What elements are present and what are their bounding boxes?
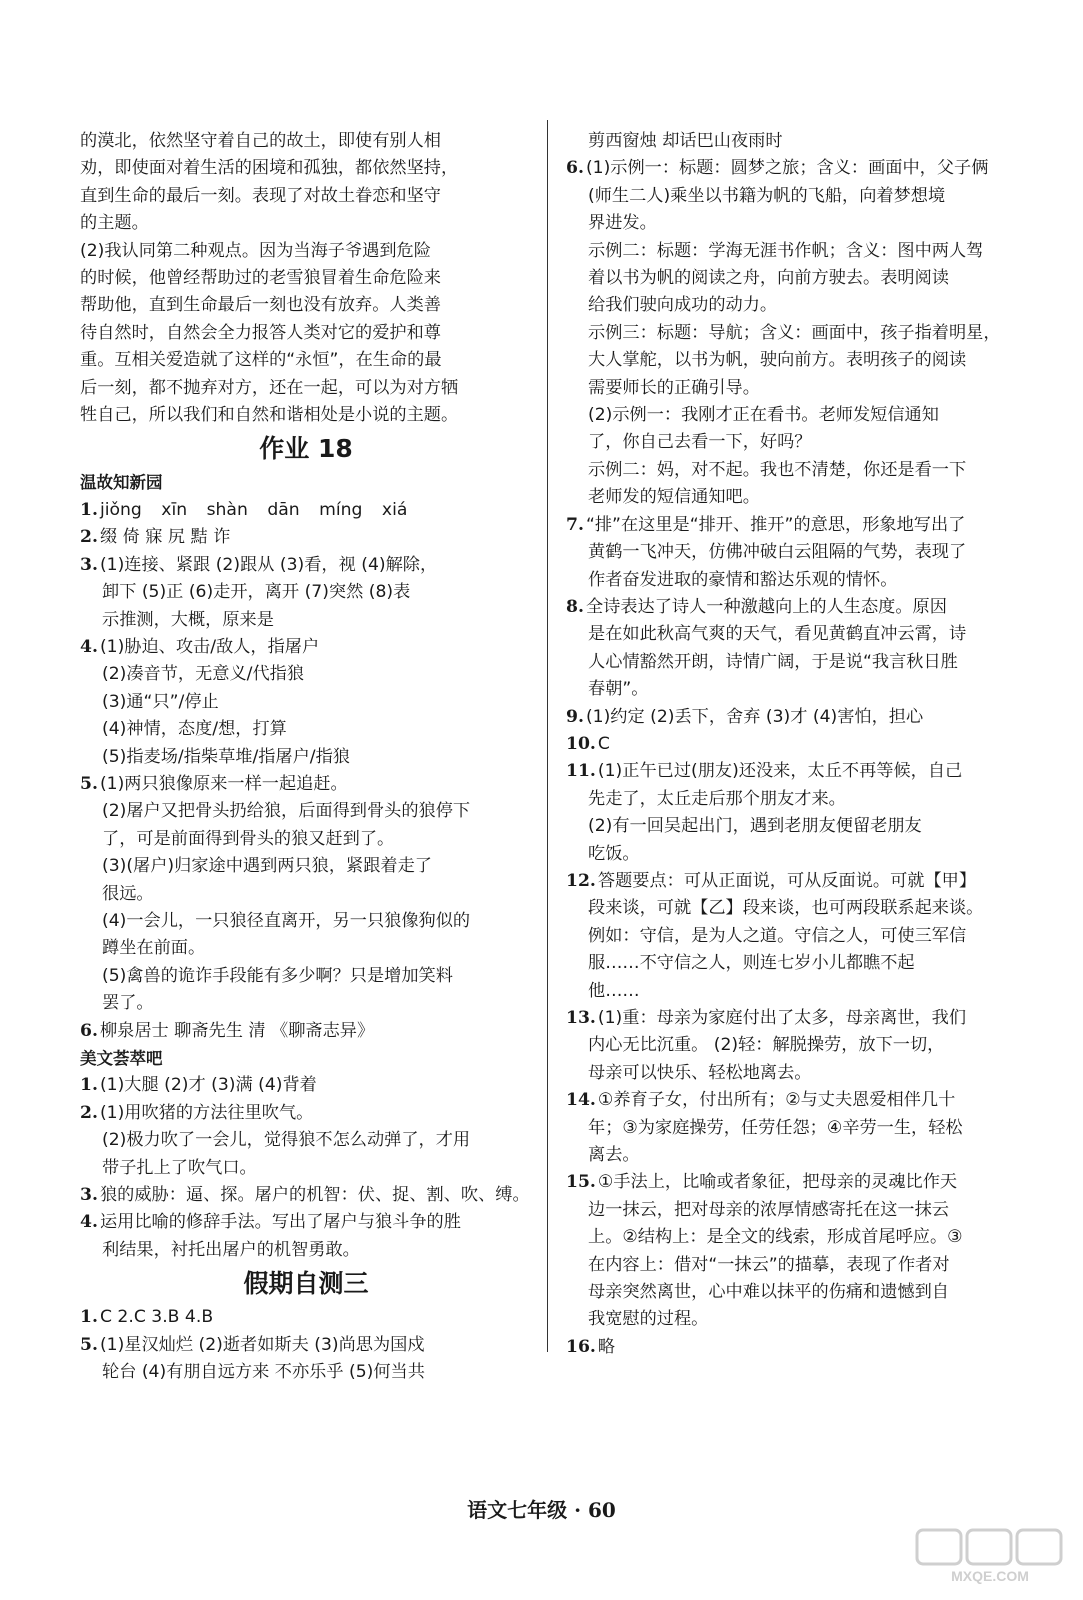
question-number: 13. — [566, 1008, 596, 1028]
answer-line — [80, 552, 532, 579]
answer-line — [566, 950, 1014, 977]
answer-line — [80, 292, 532, 319]
answer-line — [80, 744, 532, 771]
answer-text: (1)大腿 (2)才 (3)满 (4)背着 — [99, 1075, 317, 1096]
answer-text: (2)屠户又把骨头扔给狼，后面得到骨头的狼停下 — [102, 801, 471, 822]
answer-line — [80, 853, 532, 880]
answer-text: 服……不守信之人，则连七岁小儿都瞧不起 — [588, 953, 915, 974]
answer-line — [566, 567, 1014, 594]
answer-text: (2)我认同第二种观点。因为当海子爷遇到危险 — [80, 240, 431, 261]
answer-text: (1)正午已过(朋友)还没来，太丘不再等候，自己 — [597, 761, 963, 782]
question-number: 10. — [566, 733, 596, 754]
answer-line — [80, 771, 532, 798]
answer-text: 狼的威胁：逼、探。屠户的机智：伏、捉、割、吹、缚。 — [99, 1185, 530, 1206]
answer-line — [566, 1142, 1014, 1169]
answer-text: (1)星汉灿烂 (2)逝者如斯夫 (3)尚思为国戍 — [99, 1334, 425, 1355]
question-number: 5. — [80, 1334, 98, 1355]
answer-line — [566, 1334, 1014, 1361]
answer-line — [80, 798, 532, 825]
answer-line — [566, 347, 1014, 374]
answer-text: (5)指麦场/指柴草堆/指屠户/指狼 — [102, 746, 350, 767]
right-column — [566, 128, 1014, 1361]
answer-text: 例如：守信，是为人之道。守信之人，可使三军信 — [588, 925, 967, 946]
answer-line — [80, 935, 532, 962]
answer-line — [566, 402, 1014, 429]
answer-line — [566, 210, 1014, 237]
answer-text: 示推测，大概，原来是 — [102, 609, 274, 630]
answer-text: jiǒng xīn shàn dān míng xiá — [99, 499, 408, 520]
answer-text: 示例二：标题：学海无涯书作帆；含义：图中两人驾 — [588, 240, 984, 261]
answer-text: 的漠北，依然坚守着自己的故土，即使有别人相 — [80, 131, 441, 151]
answer-text: (1)用吹猪的方法往里吹气。 — [99, 1102, 314, 1123]
answer-line — [80, 634, 532, 661]
answer-text: (1)胁迫、攻击/敌人，指屠户 — [99, 636, 320, 657]
answer-text: (师生二人)乘坐以书籍为帆的飞船，向着梦想境 — [588, 185, 946, 206]
answer-text: 上。②结构上：是全文的线索，形成首尾呼应。③ — [588, 1227, 963, 1248]
answer-text: 剪西窗烛 却话巴山夜雨时 — [588, 131, 783, 151]
answer-text: 给我们驶向成功的动力。 — [588, 295, 778, 316]
answer-line — [566, 429, 1014, 456]
answer-text: 春朝”。 — [588, 679, 649, 700]
watermark-graphic — [915, 1526, 1065, 1586]
answer-text: (5)禽兽的诡诈手段能有多少啊？只是增加笑料 — [102, 965, 453, 986]
column-divider — [547, 120, 548, 1352]
answer-line — [80, 1237, 532, 1264]
answer-line — [566, 1005, 1014, 1032]
answer-text: 重。互相关爱造就了这样的“永恒”，在生命的最 — [80, 350, 442, 371]
answer-line — [566, 1306, 1014, 1333]
answer-line — [566, 484, 1014, 511]
answer-line — [566, 1032, 1014, 1059]
answer-line — [566, 1115, 1014, 1142]
answer-line — [566, 704, 1014, 731]
answer-text: C — [597, 733, 610, 754]
answer-text: 卸下 (5)正 (6)走开，离开 (7)突然 (8)表 — [102, 582, 411, 603]
subsection-title: 温故知新园 — [80, 473, 163, 493]
answer-text: 利结果，衬托出屠户的机智勇敢。 — [102, 1239, 360, 1260]
answer-text: 作者奋发进取的豪情和豁达乐观的情怀。 — [588, 569, 898, 590]
answer-line — [80, 210, 532, 237]
answer-text: 离去。 — [588, 1145, 640, 1166]
answer-line — [566, 155, 1014, 182]
answer-line — [80, 1018, 532, 1045]
question-number: 2. — [80, 1102, 98, 1123]
answer-text: ①养育子女，付出所有；②与丈夫恩爱相伴几十 — [597, 1090, 956, 1111]
answer-line — [566, 1060, 1014, 1087]
answer-text: 直到生命的最后一刻。表现了对故土眷恋和坚守 — [80, 185, 441, 206]
question-number: 7. — [566, 514, 584, 535]
answer-line — [80, 1332, 532, 1359]
answer-line — [80, 524, 532, 551]
question-number: 11. — [566, 761, 596, 782]
answer-text: (1)约定 (2)丢下，舍弃 (3)才 (4)害怕，担心 — [585, 706, 924, 727]
answer-line — [80, 128, 532, 155]
answer-line — [80, 1127, 532, 1154]
answer-line — [80, 265, 532, 292]
question-number: 14. — [566, 1090, 596, 1111]
answer-text: 先走了，太丘走后那个朋友才来。 — [588, 788, 846, 809]
left-column — [80, 128, 532, 1386]
answer-text: 是在如此秋高气爽的天气，看见黄鹤直冲云霄，诗 — [588, 624, 967, 645]
answer-text: 柳泉居士 聊斋先生 清 《聊斋志异》 — [99, 1020, 375, 1041]
answer-line — [566, 621, 1014, 648]
answer-line — [80, 1359, 532, 1386]
answer-line — [566, 1087, 1014, 1114]
answer-text: 内心无比沉重。 (2)轻：解脱操劳，放下一切， — [588, 1035, 945, 1056]
question-number: 4. — [80, 1212, 98, 1233]
watermark-text: MXQE.COM — [951, 1568, 1029, 1584]
answer-text: 后一刻，都不抛弃对方，还在一起，可以为对方牺 — [80, 377, 459, 398]
answer-text: (1)示例一：标题：圆梦之旅；含义：画面中，父子俩 — [585, 158, 989, 179]
question-number: 4. — [80, 636, 98, 657]
answer-line — [80, 1304, 532, 1331]
answer-text: (2)凑音节，无意义/代指狼 — [102, 664, 305, 685]
answer-text: 帮助他，直到生命最后一刻也没有放弃。人类善 — [80, 295, 441, 316]
section-heading: 假期自测三 — [243, 1269, 369, 1299]
question-number: 6. — [80, 1020, 98, 1041]
answer-text: (1)连接、紧跟 (2)跟从 (3)看，视 (4)解除， — [99, 554, 438, 575]
answer-line — [566, 758, 1014, 785]
answer-line — [80, 1072, 532, 1099]
answer-line — [566, 895, 1014, 922]
question-number: 3. — [80, 554, 98, 575]
answer-text: 段来谈，可就【乙】段来谈，也可两段联系起来谈。 — [588, 898, 984, 919]
answer-text: (2)示例一：我刚才正在看书。老师发短信通知 — [588, 405, 939, 426]
answer-line — [566, 813, 1014, 840]
answer-line — [566, 512, 1014, 539]
answer-line — [566, 265, 1014, 292]
answer-text: 在内容上：借对“一抹云”的描摹，表现了作者对 — [588, 1254, 950, 1275]
answer-line — [80, 881, 532, 908]
answer-line — [80, 908, 532, 935]
answer-line — [80, 963, 532, 990]
answer-line — [80, 320, 532, 347]
answer-text: 黄鹤一飞冲天，仿佛冲破白云阻隔的气势，表现了 — [588, 542, 967, 563]
answer-line — [566, 1197, 1014, 1224]
question-number: 9. — [566, 706, 584, 727]
question-number: 1. — [80, 1307, 98, 1328]
answer-line — [566, 786, 1014, 813]
answer-line — [80, 238, 532, 265]
answer-line — [80, 826, 532, 853]
answer-text: 边一抹云，把对母亲的浓厚情感寄托在这一抹云 — [588, 1199, 949, 1220]
answer-text: 牲自己，所以我们和自然和谐相处是小说的主题。 — [80, 405, 459, 426]
answer-line — [80, 661, 532, 688]
answer-text: 需要师长的正确引导。 — [588, 377, 760, 398]
answer-text: 了，你自己去看一下，好吗？ — [588, 432, 812, 453]
answer-text: 了，可是前面得到骨头的狼又赶到了。 — [102, 828, 395, 849]
answer-line — [566, 841, 1014, 868]
answer-line — [566, 649, 1014, 676]
section-heading: 作业 18 — [259, 434, 353, 464]
answer-line — [80, 689, 532, 716]
answer-text: 人心情豁然开朗，诗情广阔，于是说“我言秋日胜 — [588, 651, 958, 672]
answer-line — [566, 594, 1014, 621]
answer-line — [80, 1155, 532, 1182]
answer-text: 着以书为帆的阅读之舟，向前方驶去。表明阅读 — [588, 268, 949, 289]
question-number: 8. — [566, 596, 584, 617]
answer-line — [80, 402, 532, 429]
answer-line — [566, 676, 1014, 703]
answer-line — [566, 539, 1014, 566]
answer-text: 全诗表达了诗人一种激越向上的人生态度。原因 — [585, 596, 947, 617]
answer-text: 老师发的短信通知吧。 — [588, 487, 760, 508]
answer-line — [566, 183, 1014, 210]
question-number: 3. — [80, 1185, 98, 1206]
answer-text: (4)一会儿，一只狼径直离开，另一只狼像狗似的 — [102, 910, 471, 931]
answer-text: (1)重：母亲为家庭付出了太多，母亲离世，我们 — [597, 1008, 967, 1028]
answer-text: 的主题。 — [80, 213, 149, 234]
answer-line — [566, 1224, 1014, 1251]
question-number: 16. — [566, 1336, 596, 1357]
answer-text: 大人掌舵，以书为帆，驶向前方。表明孩子的阅读 — [588, 350, 967, 371]
answer-line — [80, 155, 532, 182]
answer-line — [566, 1169, 1014, 1196]
answer-text: 界进发。 — [588, 213, 657, 234]
page-footer: 语文七年级 · 60 — [467, 1498, 616, 1522]
answer-text: 带子扎上了吹气口。 — [102, 1157, 257, 1178]
answer-text: 轮台 (4)有朋自远方来 不亦乐乎 (5)何当共 — [102, 1362, 425, 1383]
answer-line — [80, 990, 532, 1017]
answer-line — [80, 607, 532, 634]
answer-line — [566, 128, 1014, 155]
answer-text: (3)通“只”/停止 — [102, 691, 219, 712]
answer-text: 示例三：标题：导航；含义：画面中，孩子指着明星， — [588, 322, 1001, 343]
answer-line — [80, 347, 532, 374]
watermark-logo — [915, 1526, 1065, 1586]
question-number: 12. — [566, 870, 596, 891]
answer-text: 运用比喻的修辞手法。写出了屠户与狼斗争的胜 — [99, 1212, 461, 1233]
answer-text: ①手法上，比喻或者象征，把母亲的灵魂比作天 — [597, 1172, 958, 1193]
answer-text: 略 — [597, 1336, 616, 1357]
answer-line — [566, 868, 1014, 895]
question-number: 15. — [566, 1172, 596, 1193]
question-number: 2. — [80, 527, 98, 548]
answer-text: 的时候，他曾经帮助过的老雪狼冒着生命危险来 — [80, 268, 441, 289]
question-number: 6. — [566, 158, 584, 179]
answer-text: 罢了。 — [102, 993, 154, 1014]
answer-line — [80, 497, 532, 524]
answer-line — [566, 320, 1014, 347]
subsection-title: 美文荟萃吧 — [80, 1049, 163, 1068]
answer-line — [80, 375, 532, 402]
answer-line — [80, 716, 532, 743]
answer-line — [566, 978, 1014, 1005]
answer-line — [80, 1100, 532, 1127]
answer-text: 答题要点：可从正面说，可从反面说。可就【甲】 — [597, 870, 977, 891]
answer-text: 年；③为家庭操劳，任劳任怨；④辛劳一生，轻松 — [588, 1117, 963, 1138]
answer-line — [566, 731, 1014, 758]
answer-text: 母亲突然离世，心中难以抹平的伤痛和遗憾到自 — [588, 1282, 949, 1303]
answer-text: 示例二：妈，对不起。我也不清楚，你还是看一下 — [588, 459, 967, 480]
answer-text: (3)(屠户)归家途中遇到两只狼，紧跟着走了 — [102, 856, 432, 877]
answer-text: C 2.C 3.B 4.B — [99, 1307, 214, 1328]
answer-text: “排”在这里是“排开、推开”的意思，形象地写出了 — [585, 514, 966, 535]
answer-text: (4)神情，态度/想，打算 — [102, 719, 287, 740]
question-number: 1. — [80, 499, 98, 520]
answer-line — [566, 375, 1014, 402]
answer-text: 蹲坐在前面。 — [102, 938, 206, 959]
answer-line — [80, 183, 532, 210]
question-number: 5. — [80, 773, 98, 794]
answer-line — [566, 1279, 1014, 1306]
answer-text: 待自然时，自然会全力报答人类对它的爱护和尊 — [80, 322, 441, 343]
answer-line — [80, 1209, 532, 1236]
answer-text: (1)两只狼像原来一样一起追赶。 — [99, 773, 348, 794]
answer-line — [566, 292, 1014, 319]
answer-line — [566, 238, 1014, 265]
answer-text: (2)有一回吴起出门，遇到老朋友便留老朋友 — [588, 816, 922, 837]
answer-line — [80, 1182, 532, 1209]
answer-text: 我宽慰的过程。 — [588, 1309, 709, 1330]
question-number: 1. — [80, 1075, 98, 1096]
answer-text: (2)极力吹了一会儿，觉得狼不怎么动弹了，才用 — [102, 1130, 471, 1151]
answer-line — [80, 579, 532, 606]
answer-line — [566, 457, 1014, 484]
answer-text: 很远。 — [102, 883, 154, 904]
answer-text: 他…… — [588, 980, 640, 1001]
answer-line — [566, 1252, 1014, 1279]
answer-line — [566, 923, 1014, 950]
answer-text: 劝，即使面对着生活的困境和孤独，都依然坚持， — [80, 158, 459, 179]
answer-text: 母亲可以快乐、轻松地离去。 — [588, 1062, 812, 1083]
answer-text: 吃饭。 — [588, 843, 640, 864]
answer-text: 缀 倚 寐 尻 黠 诈 — [99, 527, 231, 548]
